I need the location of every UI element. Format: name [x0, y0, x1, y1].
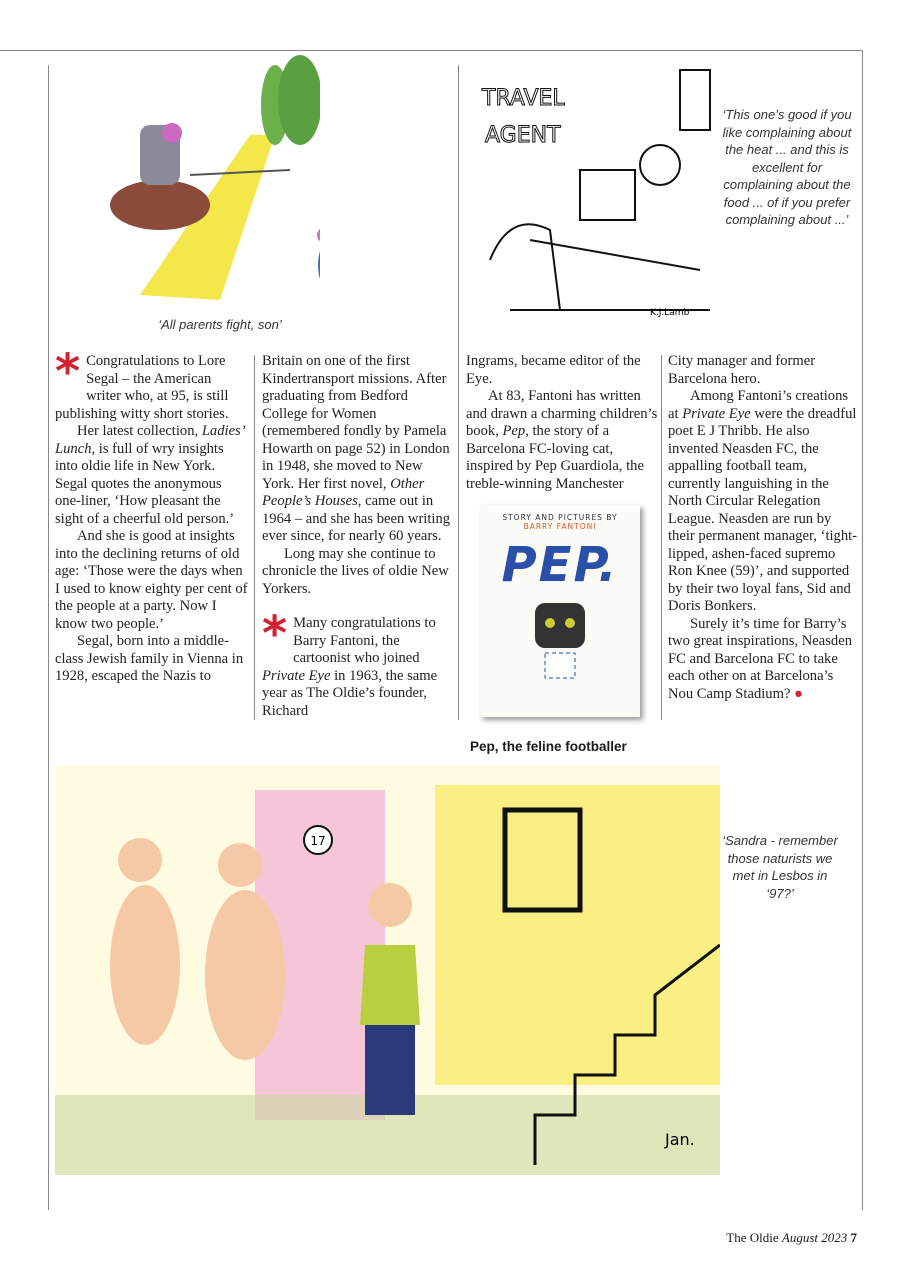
door-number: 17 — [310, 834, 326, 848]
article-col-3: Ingrams, became editor of the Eye. At 83, Fantoni has written and drawn a charming children’s book, Pep, the story of a Barcelona FC-loving cat, inspired by Pep Guardiola, the treble-winning Manchester — [466, 353, 658, 492]
svg-text:TRAVEL: TRAVEL — [482, 86, 565, 111]
page-footer: The Oldie August 2023 7 — [726, 1230, 857, 1245]
knights-cartoon — [100, 55, 320, 305]
svg-text:AGENT: AGENT — [485, 123, 561, 148]
article-col-2: Britain on one of the first Kindertransport missions. After graduating from Bedford College for Women (remembered fondly by Pamela Howarth on page 52) in London in 1948, she moved to New York. Her first novel, Other People’s Houses, came out in 1964 – and she has been writing ever since, for nearly 60 years. Long may she continue to chronicle the lives of oldie New Yorkers. * Many congratulations to Barry Fantoni, the cartoonist who joined Private Eye in 1963, the same year as The Oldie’s founder, Richard — [262, 353, 451, 719]
naturists-cartoon — [55, 765, 720, 1175]
article-col-1: * Congratulations to Lore Segal – the American writer who, at 95, is still publishing witty short stories. Her latest collection, Ladies’ Lunch, is full of wry insights into oldie life in New York. Segal quotes the anonymous one-liner, ‘How pleasant the sight of a cheerful old person.’ And she is good at insights into the declining returns of old age: ‘Those were the days when I used to know eighty per cent of the people at a party. Now I know two people.’ Segal, born into a middle-class Jewish family in Vienna in 1928, escaped the Nazis to — [55, 344, 248, 684]
book-caption: Pep, the feline footballer — [470, 739, 627, 754]
knights-caption: ‘All parents fight, son’ — [158, 317, 282, 332]
jan-signature: Jan. — [665, 1130, 695, 1149]
center-rule — [458, 65, 459, 720]
right-rule — [862, 50, 863, 1210]
left-rule — [48, 65, 49, 1210]
col-rule-1 — [254, 355, 255, 720]
end-mark-icon: ● — [794, 685, 803, 702]
asterisk-icon: * — [55, 344, 81, 400]
article-col-4: City manager and former Barcelona hero. Among Fantoni’s creations at Private Eye were the dreadful poet E J Thribb. He also invented Neasden FC, the appalling football team, currently languishing in the North Circular Relegation League. Neasden are run by their permanent manager, ‘tight-lipped, ashen-faced supremo Ron Knee (59)’, and supported by their two loyal fans, Sid and Doris Bonkers. Surely it’s time for Barry’s two great inspirations, Neasden FC and Barcelona FC to take each other on at Barcelona’s Nou Camp Stadium? ● — [668, 353, 858, 702]
naturists-caption: ‘Sandra - remember those naturists we met in Lesbos in ‘97?’ — [722, 833, 838, 901]
cat-illustration — [510, 593, 610, 683]
col-rule-2 — [661, 355, 662, 720]
top-rule — [0, 50, 863, 51]
travel-agent-cartoon — [470, 60, 720, 325]
asterisk-icon: * — [262, 606, 288, 662]
pep-book-cover: STORY AND PICTURES BY BARRY FANTONI PEP. — [480, 505, 640, 717]
travel-signature: K.J.Lamb — [650, 308, 690, 318]
travel-caption: ‘This one’s good if you like complaining about the heat ... and this is excellent for complaining about the food ... of if you prefer complaining about ...’ — [722, 107, 852, 227]
